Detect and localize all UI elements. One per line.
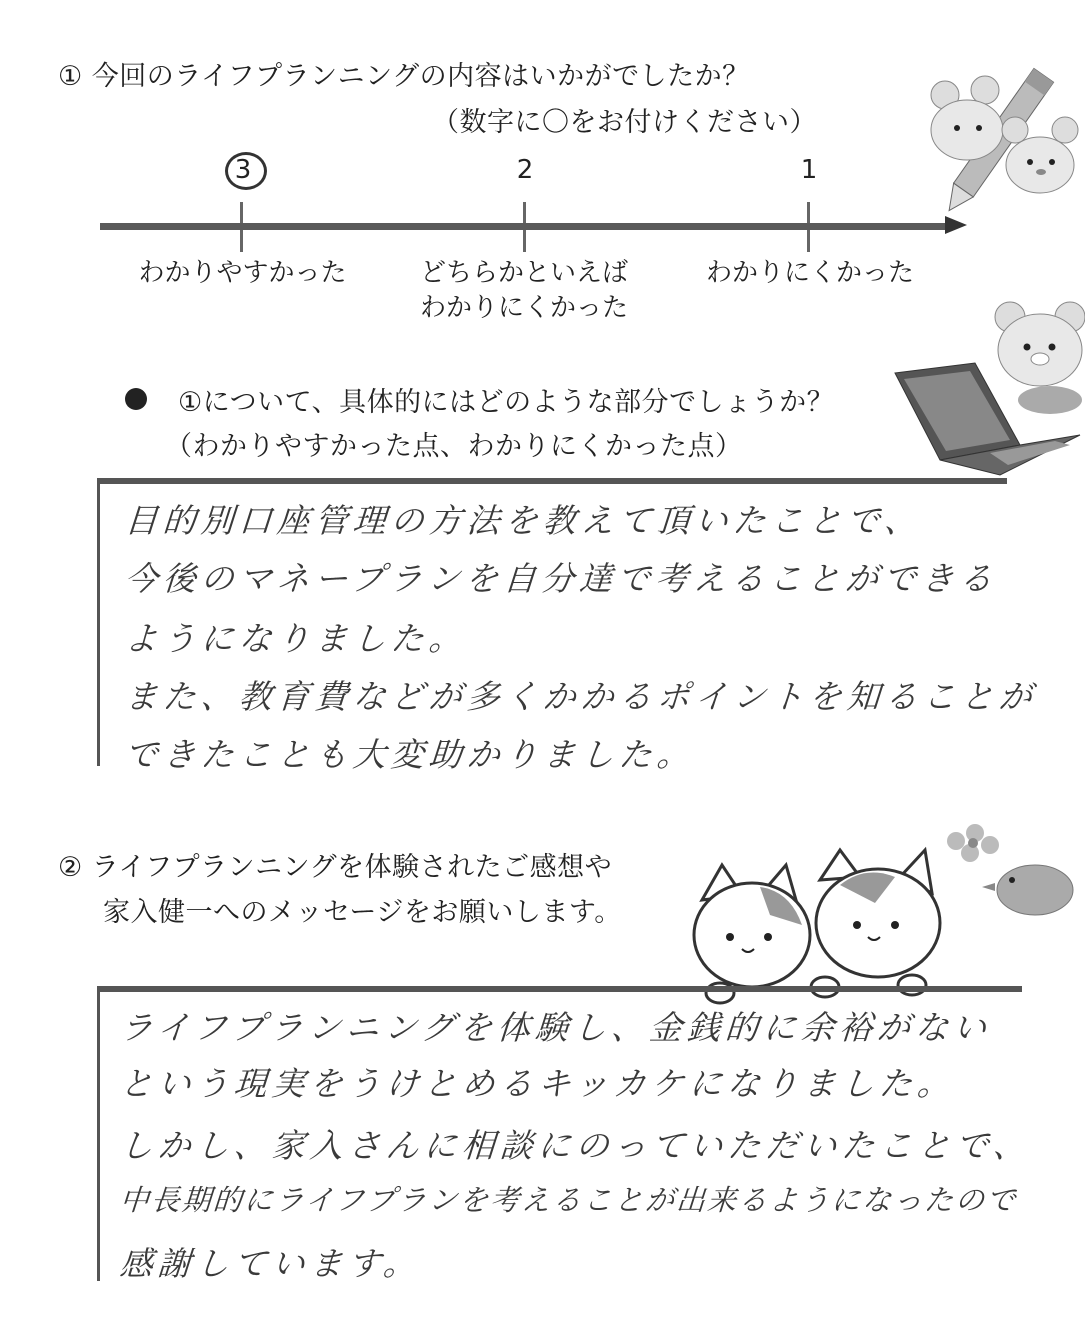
answer-2-line-5: 感謝しています。 (118, 1244, 423, 1283)
bear-laptop-illustration-icon (890, 295, 1085, 485)
answer-1-line-4: また、教育費などが多くかかるポイントを知ることが (123, 677, 1039, 716)
scale-bar (100, 223, 952, 230)
answer-2-line-3: しかし、家入さんに相談にのっていただいたことで、 (118, 1126, 1033, 1165)
answer-box-2-top-border (97, 986, 1022, 992)
answer-2-line-1: ライフプランニングを体験し、金銭的に余裕がない (118, 1008, 993, 1047)
cats-bird-illustration-icon (690, 815, 1085, 1005)
answer-1-line-5: できたことも大変助かりました。 (123, 735, 697, 774)
answer-box-2-left-border (97, 986, 100, 1281)
answer-box-1-top-border (97, 478, 1007, 484)
scale-label-3: わかりやすかった (138, 258, 347, 288)
follow-up-question: ①について、具体的にはどのような部分でしょうか？ (178, 387, 835, 418)
scale-label-2-line1: どちらかといえば (419, 258, 628, 288)
scale-label-1: わかりにくかった (705, 258, 914, 288)
answer-box-1-left-border (97, 478, 100, 766)
follow-up-subtext: （わかりやすかった点、わかりにくかった点） (165, 431, 743, 462)
scale-number-2[interactable]: 2 (516, 155, 534, 185)
answer-1-line-2: 今後のマネープランを自分達で考えることができる (123, 559, 999, 598)
question-1-title: ① 今回のライフプランニングの内容はいかがでしたか？ (58, 61, 750, 92)
answer-1-line-1: 目的別口座管理の方法を教えて頂いたことで、 (123, 501, 924, 540)
scale-number-3[interactable]: 3 (234, 155, 252, 185)
answer-2-line-4: 中長期的にライフプランを考えることが出来るようになったので (118, 1183, 1019, 1217)
answer-2-line-2: という現実をうけとめるキッカケになりました。 (118, 1064, 957, 1103)
scale-label-2-line2: わかりにくかった (419, 293, 628, 323)
question-2-line-1: ② ライフプランニングを体験されたご感想や (58, 852, 613, 883)
question-1-instruction: （数字に〇をお付けください） (432, 107, 817, 138)
mice-pencil-illustration-icon (905, 60, 1085, 230)
question-2-line-2: 家入健一へのメッセージをお願いします。 (103, 897, 622, 928)
scale-number-1[interactable]: 1 (800, 155, 818, 185)
bullet-icon (125, 388, 147, 410)
answer-1-line-3: ようになりました。 (123, 619, 469, 658)
